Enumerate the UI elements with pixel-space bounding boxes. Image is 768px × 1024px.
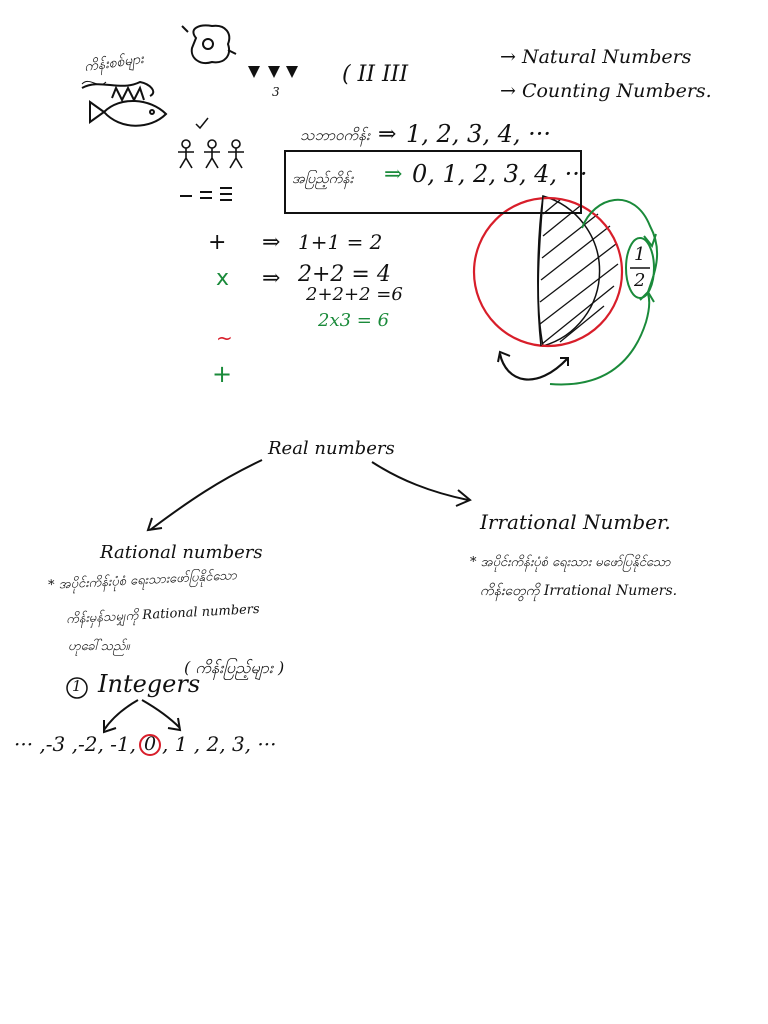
rational-note-line2: ကိန်းမှန်သမျှကို Rational numbers <box>65 601 261 628</box>
times-symbol: x <box>216 266 230 291</box>
counting-row-values: 1, 2, 3, 4, ··· <box>406 120 551 148</box>
natural-numbers-label: → Natural Numbers <box>500 46 692 68</box>
minus-symbol: ~ <box>216 326 233 350</box>
repeat-expression: 2+2+2 =6 <box>306 284 403 305</box>
real-numbers-root: Real numbers <box>268 438 395 459</box>
plus-expression: 1+1 = 2 <box>298 230 383 254</box>
tally-marks: ( II III <box>342 62 409 87</box>
rational-note-line1: * အပိုင်းကိန်းပုံစံ ရေးသားဖော်ပြနိုင်သော <box>47 568 238 593</box>
rational-note-line3: ဟုခေါ်သည်။ <box>68 639 130 654</box>
counting-numbers-label: → Counting Numbers. <box>500 80 712 102</box>
integers-label: Integers <box>98 670 201 698</box>
triangle-counters-icon <box>248 66 298 78</box>
integers-sequence-right: , 1 , 2, 3, ··· <box>162 732 277 756</box>
times-expression: 2+2 = 4 <box>298 262 391 287</box>
fraction-numerator: 1 <box>634 244 646 265</box>
tally-three-label: 3 <box>272 85 280 99</box>
plus-arrow: ⇒ <box>262 230 281 255</box>
whole-row-arrow: ⇒ <box>384 162 403 187</box>
times-arrow: ⇒ <box>262 266 281 291</box>
counting-row-arrow: ⇒ <box>378 122 397 147</box>
irrational-note-line1: * အပိုင်းကိန်းပုံစံ ရေးသား မဖော်ပြနိုင်သော <box>470 555 671 570</box>
burmese-numbers-heading: ကိန်းစစ်များ <box>83 50 145 76</box>
egg-doodle-icon <box>182 26 236 64</box>
whole-row-label: အပြည့်ကိန်း <box>292 171 354 187</box>
rational-numbers-branch: Rational numbers <box>100 542 263 563</box>
check-mark-icon <box>196 118 208 128</box>
plus-symbol: + <box>208 230 227 255</box>
product-expression: 2x3 = 6 <box>318 310 390 331</box>
irrational-note-line2: ကိန်းတွေကို Irrational Numers. <box>480 583 678 599</box>
counting-row-label: သဘာဝကိန်း <box>300 126 370 144</box>
integers-zero: 0 <box>144 733 157 755</box>
half-circle-diagram <box>474 196 657 384</box>
dash-groups-icon <box>180 188 232 200</box>
stick-figures-icon <box>178 140 244 168</box>
fish-doodle-icon <box>82 82 166 126</box>
plus-second-symbol: + <box>212 360 233 388</box>
irrational-number-branch: Irrational Number. <box>480 510 671 534</box>
integers-parenthetical: ( ကိန်းပြည့်များ ) <box>184 658 285 677</box>
integers-number: 1 <box>72 677 82 695</box>
fraction-denominator: 2 <box>634 270 646 291</box>
integers-sequence-left: ··· ,-3 ,-2, -1, <box>14 732 137 756</box>
whole-row-values: 0, 1, 2, 3, 4, ··· <box>412 160 588 188</box>
